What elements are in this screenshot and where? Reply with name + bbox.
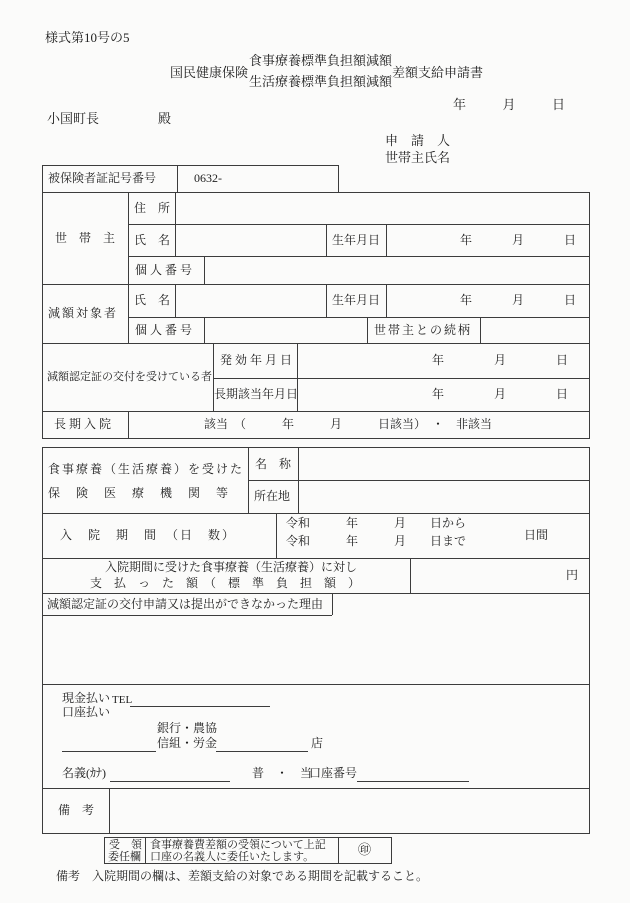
h-line (248, 480, 589, 481)
branch-suffix-label: 店 (311, 736, 324, 750)
reduction-target-name-label: 氏 名 (134, 293, 171, 307)
account-holder-label: 名義(ｶﾅ) (62, 766, 106, 780)
day-label: 日 (563, 293, 576, 307)
title-stack-line2: 生活療養標準負担額減額 (249, 74, 393, 89)
v-line (177, 165, 178, 192)
addressee: 小国町長 (47, 111, 100, 126)
v-line (386, 284, 387, 317)
year-label: 年 (432, 353, 445, 367)
longterm-hospitalization-choice: 該当 （ 年 月 日該当） ・ 非該当 (204, 417, 493, 431)
year-label: 年 (432, 387, 445, 401)
householder-address-label: 住 所 (134, 201, 171, 215)
month-label: 月 (511, 293, 524, 307)
v-line (391, 837, 392, 863)
no-certificate-reason-label: 減額認定証の交付申請又は提出ができなかった理由 (47, 597, 324, 611)
delegation-text-line2: 口座の名義人に委任いたします。 (150, 851, 315, 863)
v-line (480, 317, 481, 343)
title-suffix: 差額支給申請書 (392, 65, 484, 80)
certificate-holder-label: 減額認定証の交付を受けている者 (47, 371, 212, 383)
addressee-honorific: 殿 (158, 111, 172, 126)
v-line (410, 558, 411, 593)
v-line (298, 447, 299, 513)
h-line (42, 558, 590, 559)
delegation-text-line1: 食事療養費差額の受領について上記 (150, 839, 326, 851)
v-line (326, 224, 327, 256)
householder-name-label: 氏 名 (134, 233, 171, 247)
account-holder-underline (110, 781, 230, 782)
h-line (128, 256, 589, 257)
reduction-target-birthdate-label: 生年月日 (332, 293, 381, 307)
title-insurance: 国民健康保険 (170, 65, 249, 80)
v-line (338, 837, 339, 863)
account-number-label: 口座番号 (309, 766, 358, 780)
h-line (42, 615, 332, 616)
v-line (42, 447, 43, 833)
hospitalization-period-label: 入 院 期 間 （日 数） (60, 528, 237, 542)
h-line (42, 165, 338, 166)
householder-personal-number-label: 個 人 番 号 (135, 263, 193, 277)
v-line (175, 284, 176, 317)
h-line (42, 593, 590, 594)
bank-type-line2: 信組・労金 (157, 736, 218, 750)
year-label: 年 (460, 293, 473, 307)
v-line (145, 837, 146, 863)
effective-date-field (432, 354, 568, 368)
header-date-line (453, 98, 565, 113)
applicant-name-label: 世帯主氏名 (385, 150, 451, 165)
v-line (386, 224, 387, 256)
v-line (332, 593, 333, 615)
bank-name-underline (62, 751, 156, 752)
h-line (42, 684, 590, 685)
householder-birthdate-label: 生年月日 (332, 233, 381, 247)
paid-amount-label-line1: 入院期間に受けた食事療養（生活療養）に対し (105, 560, 358, 574)
longterm-hospitalization-label: 長 期 入 院 (54, 417, 112, 431)
v-line (175, 192, 176, 256)
reduction-target-birthdate-field (460, 294, 576, 308)
account-payment-label: 口座払い (62, 705, 111, 719)
h-line (213, 378, 589, 379)
header-date-day: 日 (551, 97, 565, 112)
householder-group-label: 世 帯 主 (55, 231, 116, 245)
h-line (42, 438, 590, 439)
v-line (589, 192, 590, 438)
v-line (326, 284, 327, 317)
h-line (42, 513, 590, 514)
v-line (204, 256, 205, 284)
footnote: 備考 入院期間の欄は、差額支給の対象である期間を記載すること。 (56, 869, 429, 883)
header-date-year: 年 (453, 97, 467, 112)
insured-card-label: 被保険者証記号番号 (48, 171, 157, 185)
h-line (42, 788, 590, 789)
month-label: 月 (511, 233, 524, 247)
v-line (248, 447, 249, 513)
householder-birthdate-field (460, 234, 576, 248)
title-stack-line1: 食事療養標準負担額減額 (249, 53, 393, 68)
h-line (42, 192, 590, 193)
v-line (589, 447, 590, 833)
v-line (204, 317, 205, 343)
h-line (128, 317, 589, 318)
h-line (42, 411, 590, 412)
account-type-label: 普 ・ 当 (252, 766, 313, 780)
longterm-date-field (432, 388, 568, 402)
v-line (104, 837, 105, 863)
paid-amount-unit-label: 円 (566, 568, 579, 582)
cash-payment-label: 現金払い (62, 691, 111, 705)
facility-address-label: 所在地 (254, 489, 291, 503)
branch-name-underline (216, 751, 308, 752)
relationship-label: 世帯主との続柄 (374, 323, 473, 337)
h-line (104, 837, 392, 838)
hospitalization-days-label: 日間 (524, 528, 549, 542)
tel-underline (130, 706, 270, 707)
tel-label: TEL (112, 694, 133, 706)
v-line (367, 317, 368, 343)
applicant-label: 申 請 人 (385, 133, 451, 148)
facility-group-label-line2: 保 険 医 療 機 関 等 (48, 486, 231, 500)
bank-type-line1: 銀行・農協 (157, 721, 218, 735)
seal-mark: ㊞ (358, 842, 372, 857)
facility-name-label: 名 称 (255, 457, 292, 471)
month-label: 月 (493, 353, 506, 367)
longterm-date-label: 長期該当年月日 (214, 387, 299, 401)
h-line (42, 284, 590, 285)
hospitalization-from-line: 令和 年 月 日から (286, 516, 467, 530)
v-line (128, 192, 129, 343)
h-line (128, 224, 589, 225)
year-label: 年 (460, 233, 473, 247)
form-number: 様式第10号の5 (45, 30, 130, 45)
insured-card-number-field: 0632- (194, 171, 222, 185)
v-line (42, 165, 43, 192)
v-line (128, 411, 129, 438)
h-line (42, 343, 590, 344)
remarks-label: 備 考 (58, 803, 95, 817)
delegation-label-line2: 委任欄 (108, 851, 141, 863)
v-line (109, 788, 110, 833)
reduction-target-group-label: 減額対象者 (48, 306, 119, 320)
v-line (338, 165, 339, 192)
reduction-target-personal-number-label: 個 人 番 号 (135, 323, 193, 337)
day-label: 日 (555, 353, 568, 367)
effective-date-label: 発 効 年 月 日 (220, 353, 293, 367)
account-number-underline (357, 781, 469, 782)
header-date-month: 月 (502, 97, 516, 112)
facility-group-label-line1: 食事療養（生活療養）を受けた (48, 462, 245, 476)
day-label: 日 (555, 387, 568, 401)
h-line (42, 833, 590, 834)
paid-amount-label-line2: 支 払 っ た 額 （ 標 準 負 担 額 ） (90, 576, 361, 590)
hospitalization-to-line: 令和 年 月 日まで (286, 534, 467, 548)
month-label: 月 (493, 387, 506, 401)
delegation-label-line1: 受 領 (109, 839, 142, 851)
h-line (42, 447, 590, 448)
day-label: 日 (563, 233, 576, 247)
v-line (276, 513, 277, 558)
v-line (42, 192, 43, 438)
